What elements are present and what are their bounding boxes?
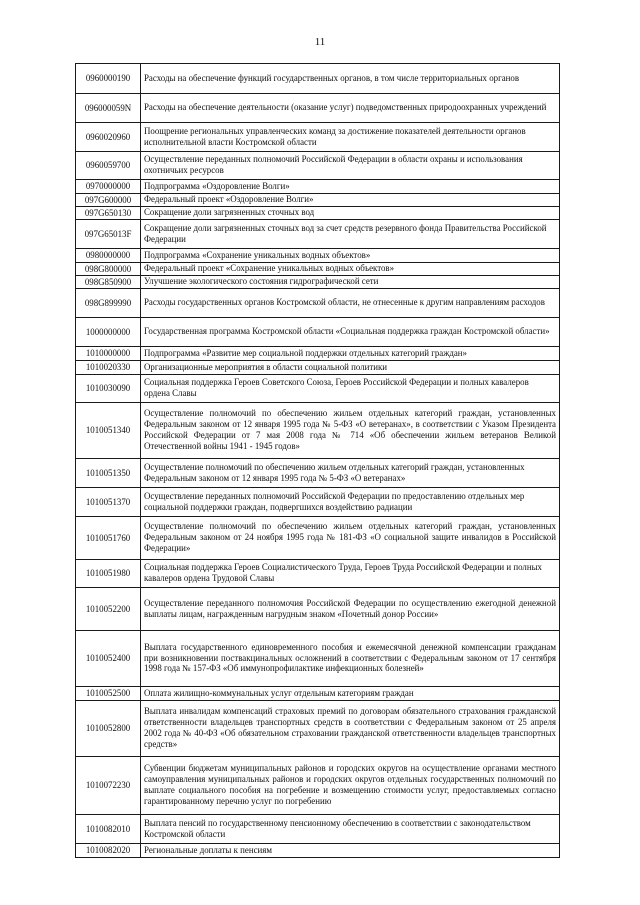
row-name: Выплата пенсий по государственному пенсионному обеспечению в соответствии с законодательством Костромской области	[141, 815, 560, 844]
row-name: Социальная поддержка Героев Социалистического Труда, Героев Труда Российской Федерации и полных кавалеров ордена Трудовой Славы	[141, 560, 560, 588]
table-row	[76, 459, 560, 488]
row-code: 096000059N	[76, 94, 141, 123]
row-code: 1010030090	[76, 375, 141, 403]
table-row	[76, 815, 560, 844]
row-name: Государственная программа Костромской области «Социальная поддержка граждан Костромской области»	[141, 318, 560, 347]
table-row	[76, 488, 560, 517]
row-name: Осуществление полномочий по обеспечению жильем отдельных категорий граждан, установленных Федеральным законом от 12 января 1995 года № 5-ФЗ «О ветеранах»	[141, 459, 560, 488]
row-code: 1010000000	[76, 347, 141, 361]
table-row	[76, 276, 560, 289]
row-code: 097G600000	[76, 194, 141, 207]
row-code: 1010052500	[76, 687, 141, 701]
table-row	[76, 249, 560, 263]
table-row	[76, 375, 560, 403]
table-row	[76, 94, 560, 123]
row-code: 097G650130	[76, 207, 141, 220]
row-name: Подпрограмма «Развитие мер социальной поддержки отдельных категорий граждан»	[141, 347, 560, 361]
table-row	[76, 207, 560, 220]
table-row	[76, 560, 560, 588]
row-code: 1010052800	[76, 701, 141, 757]
table-row	[76, 588, 560, 631]
row-name: Осуществление переданных полномочий Российской Федерации по предоставлению отдельных мер социальной поддержки граждан, подвергшихся воздействию радиации	[141, 488, 560, 517]
row-code: 1010052400	[76, 631, 141, 687]
table-row	[76, 517, 560, 560]
row-name: Осуществление переданных полномочий Российской Федерации в области охраны и использования охотничьих ресурсов	[141, 152, 560, 180]
row-code: 098G850900	[76, 276, 141, 289]
table-body	[76, 64, 560, 858]
row-code: 0960020960	[76, 123, 141, 152]
table-row	[76, 361, 560, 375]
table-row	[76, 631, 560, 687]
row-code: 0980000000	[76, 249, 141, 263]
table-row	[76, 180, 560, 194]
row-code: 1010051370	[76, 488, 141, 517]
row-name: Осуществление полномочий по обеспечению жильем отдельных категорий граждан, установленных Федеральным законом от 12 января 1995 года № 5-ФЗ «О ветеранах», в соответствии с Указом Президента Российской Федерации от 7 мая 2008 года № 714 «Об обеспечении жильем ветеранов Великой Отечественной войны 1941 - 1945 годов»	[141, 403, 560, 459]
table-row	[76, 194, 560, 207]
row-name: Подпрограмма «Оздоровление Волги»	[141, 180, 560, 194]
table-row	[76, 152, 560, 180]
row-name: Оплата жилищно-коммунальных услуг отдельным категориям граждан	[141, 687, 560, 701]
row-name: Поощрение региональных управленческих команд за достижение показателей деятельности органов исполнительной власти Костромской области	[141, 123, 560, 152]
table-row	[76, 701, 560, 757]
row-code: 097G65013F	[76, 220, 141, 249]
table-row	[76, 64, 560, 94]
row-code: 1010051980	[76, 560, 141, 588]
row-code: 1010020330	[76, 361, 141, 375]
row-code: 098G800000	[76, 263, 141, 276]
table-row	[76, 289, 560, 318]
row-name: Выплата инвалидам компенсаций страховых премий по договорам обязательного страхования гражданской ответственности владельцев транспортных средств в соответствии с Федеральным законом от 25 апреля 2002 года № 40-ФЗ «Об обязательном страховании гражданской ответственности владельцев транспортных средств»	[141, 701, 560, 757]
table-row	[76, 220, 560, 249]
row-name: Расходы государственных органов Костромской области, не отнесенные к другим направлениям расходов	[141, 289, 560, 318]
row-code: 0960059700	[76, 152, 141, 180]
row-name: Сокращение доли загрязненных сточных вод	[141, 207, 560, 220]
row-name: Региональные доплаты к пенсиям	[141, 844, 560, 858]
row-code: 1010051340	[76, 403, 141, 459]
row-name: Субвенции бюджетам муниципальных районов и городских округов на осуществление органами местного самоуправления муниципальных районов и городских округов отдельных государственных полномочий по выплате социального пособия на погребение и возмещению стоимости услуг, предоставляемых согласно гарантированному перечню услуг по погребению	[141, 757, 560, 815]
row-code: 1010051760	[76, 517, 141, 560]
table-row	[76, 318, 560, 347]
row-name: Осуществление полномочий по обеспечению жильем отдельных категорий граждан, установленных Федеральным законом от 24 ноября 1995 года № 181-ФЗ «О социальной защите инвалидов в Российской Федерации»	[141, 517, 560, 560]
row-name: Осуществление переданного полномочия Российской Федерации по осуществлению ежегодной денежной выплаты лицам, награжденным нагрудным знаком «Почетный донор России»	[141, 588, 560, 631]
row-name: Сокращение доли загрязненных сточных вод за счет средств резервного фонда Правительства Российской Федерации	[141, 220, 560, 249]
row-name: Федеральный проект «Сохранение уникальных водных объектов»	[141, 263, 560, 276]
table-row	[76, 123, 560, 152]
row-name: Федеральный проект «Оздоровление Волги»	[141, 194, 560, 207]
row-name: Выплата государственного единовременного пособия и ежемесячной денежной компенсации гражданам при возникновении поствакцинальных осложнений в соответствии с Федеральным законом от 17 сентября 1998 года № 157-ФЗ «Об иммунопрофилактике инфекционных болезней»	[141, 631, 560, 687]
row-code: 1010051350	[76, 459, 141, 488]
row-name: Социальная поддержка Героев Советского Союза, Героев Российской Федерации и полных кавалеров ордена Славы	[141, 375, 560, 403]
row-name: Подпрограмма «Сохранение уникальных водных объектов»	[141, 249, 560, 263]
table-row	[76, 263, 560, 276]
table-row	[76, 347, 560, 361]
table-row	[76, 844, 560, 858]
row-code: 0970000000	[76, 180, 141, 194]
row-code: 1010082020	[76, 844, 141, 858]
row-name: Улучшение экологического состояния гидрографической сети	[141, 276, 560, 289]
row-code: 0960000190	[76, 64, 141, 94]
page-number: 11	[314, 36, 326, 48]
budget-codes-table	[75, 63, 560, 858]
row-name: Расходы на обеспечение функций государственных органов, в том числе территориальных органов	[141, 64, 560, 94]
table-row	[76, 757, 560, 815]
row-name: Организационные мероприятия в области социальной политики	[141, 361, 560, 375]
row-code: 1010052200	[76, 588, 141, 631]
row-code: 098G899990	[76, 289, 141, 318]
row-code: 1010072230	[76, 757, 141, 815]
row-code: 1000000000	[76, 318, 141, 347]
table-row	[76, 403, 560, 459]
row-code: 1010082010	[76, 815, 141, 844]
row-name: Расходы на обеспечение деятельности (оказание услуг) подведомственных природоохранных учреждений	[141, 94, 560, 123]
table-row	[76, 687, 560, 701]
